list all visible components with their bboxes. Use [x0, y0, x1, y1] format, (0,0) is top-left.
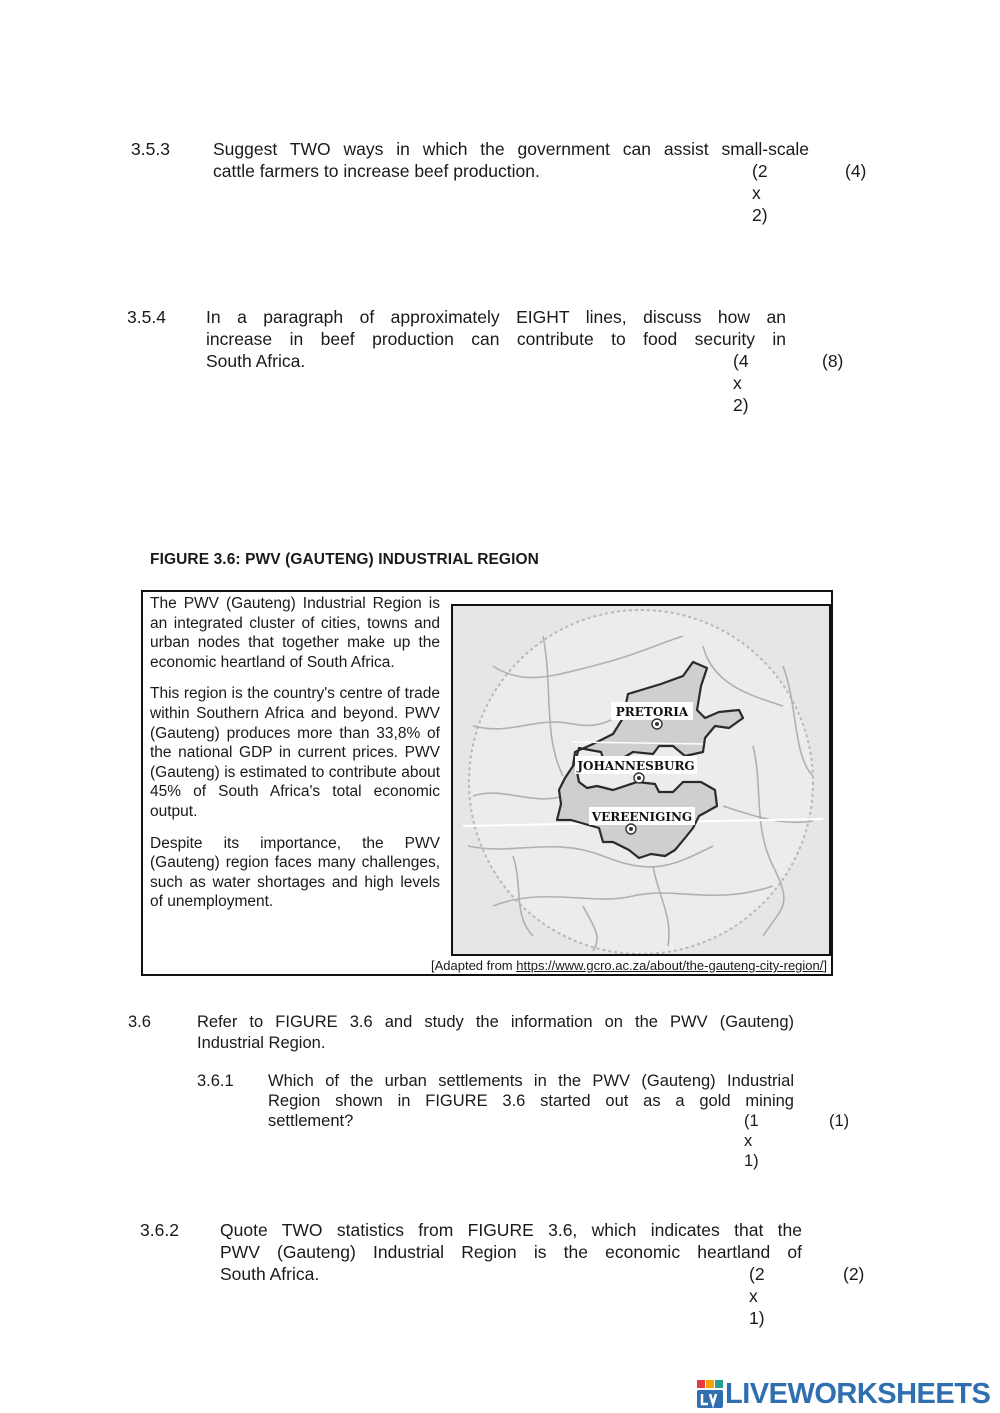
question-number: 3.6	[128, 1013, 151, 1031]
figure-box	[141, 590, 833, 976]
johannesburg-label: JOHANNESBURG	[577, 759, 695, 773]
liveworksheets-watermark	[697, 1376, 990, 1412]
pretoria-label: PRETORIA	[615, 705, 689, 719]
gauteng-map	[451, 604, 831, 956]
question-text: In a paragraph of approximately EIGHT lines, discuss how an increase in beef production can contribute to food security in South Africa.	[206, 307, 786, 371]
question-text: Refer to FIGURE 3.6 and study the information on the PWV (Gauteng) Industrial Region.	[197, 1013, 794, 1052]
vereeniging-label: VEREENIGING	[591, 810, 693, 824]
question-number: 3.5.3	[131, 139, 170, 159]
question-text: Suggest TWO ways in which the government can assist small-scale cattle farmers to increase beef production.	[213, 139, 809, 181]
source-link[interactable]: https://www.gcro.ac.za/about/the-gauteng-city-region/	[516, 958, 824, 973]
mark-total: (1)	[829, 1112, 850, 1130]
target-dot-icon	[652, 719, 662, 729]
target-dot-icon	[634, 773, 644, 783]
question-number: 3.6.1	[197, 1072, 234, 1090]
figure-paragraph: Despite its importance, the PWV (Gauteng) region faces many challenges, such as water shortages and high levels of unemployment.	[150, 834, 440, 911]
question-number: 3.6.2	[140, 1220, 179, 1240]
mark-total: (8)	[822, 351, 844, 371]
map-graphic	[453, 606, 829, 954]
mark-total: (4)	[845, 161, 867, 181]
question-number: 3.5.4	[127, 307, 166, 327]
question-text: Quote TWO statistics from FIGURE 3.6, which indicates that the PWV (Gauteng) Industrial Region is the economic heartland of South Africa.	[220, 1220, 802, 1284]
mark-total: (2)	[843, 1264, 865, 1284]
figure-description	[150, 594, 440, 924]
mark-breakdown: (2 x 1)	[749, 1264, 765, 1328]
target-dot-icon	[626, 824, 636, 834]
figure-source: [Adapted from https://www.gcro.ac.za/about/the-gauteng-city-region/]	[430, 958, 827, 973]
figure-paragraph: The PWV (Gauteng) Industrial Region is an integrated cluster of cities, towns and urban nodes that together make up the economic heartland of South Africa.	[150, 595, 440, 671]
mark-breakdown: (1 x 1)	[744, 1112, 759, 1170]
mark-breakdown: (4 x 2)	[733, 351, 749, 415]
watermark-text: LIVEWORKSHEETS	[725, 1377, 991, 1410]
mark-breakdown: (2 x 2)	[752, 161, 768, 225]
liveworksheets-logo-icon	[697, 1380, 723, 1408]
figure-paragraph: This region is the country's centre of trade within Southern Africa and beyond. PWV (Gauteng) produces more than 33,8% of the national GDP in current prices. PWV (Gauteng) is estimated to contribute about 45% of South Africa's total economic output.	[150, 685, 440, 820]
question-text: Which of the urban settlements in the PWV (Gauteng) Industrial Region shown in FIGURE 3.6 started out as a gold mining settlement?	[268, 1072, 794, 1130]
figure-title: FIGURE 3.6: PWV (GAUTENG) INDUSTRIAL REGION	[150, 551, 539, 568]
